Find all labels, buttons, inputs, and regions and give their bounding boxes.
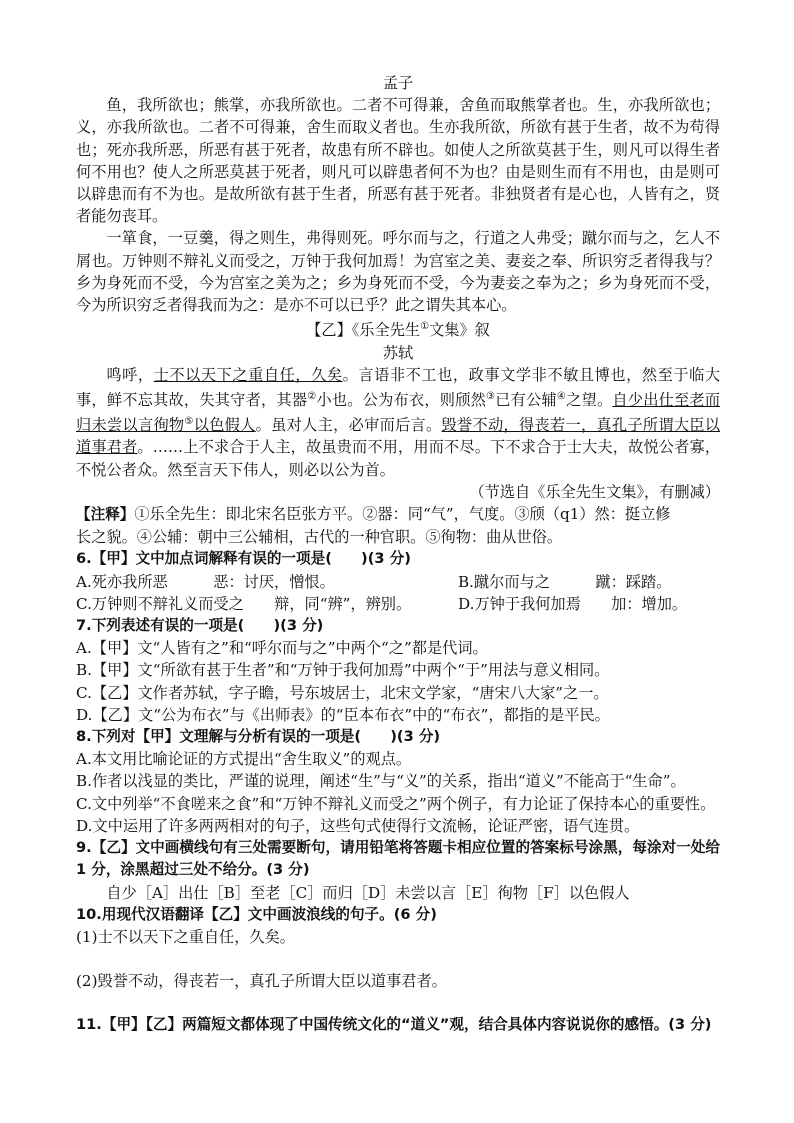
passage-jia-paragraph-1: 鱼，我所欲也；熊掌，亦我所欲也。二者不可得兼，舍鱼而取熊掌者也。生，亦我所欲也；义，亦我所欲也。二者不可得兼，舍生而取义者也。生亦我所欲，所欲有甚于生者，故不为苟得也；死亦我所恶，所恶有甚于死者，故患有所不辟也。如使人之所欲莫甚于生，则凡可以得生者何不用也？使人之所恶莫甚于死者，则凡可以辟患者何不为也？由是则生而有不用也，由是则可以辟患而有不为也。是故所欲有甚于生者，所恶有甚于死者。非独贤者有是心也，人皆有之，贤者能勿丧耳。 xyxy=(76,96,720,226)
option-6c: C.万钟则不辩礼义而受之 辩，同“辨”，辨别。 xyxy=(76,594,412,613)
question-9: 9.【乙】文中画横线句有三处需要断句，请用铅笔将答题卡相应位置的答案标号涂黑，每涂对一处给 1 分，涂黑超过三处不给分。(3 分) xyxy=(76,839,720,879)
passage-yi-paragraph: 鸣呼，士不以天下之重自任，久矣。言语非不工也，政事文学非不敏且博也，然至于临大事，鲜不忘其故，失其守者，其器②小也。公为布衣，则颀然③已有公辅④之望。自少出仕至老而归未尝以言徇物⑤以色假人。虽对人主，必审而后言。毁誉不动，得丧若一，真孔子所谓大臣以道事君者。……上不求合于人主，故虽贵而不用，用而不尽。下不求合于士大夫，故悦公者寡，不悦公者众。然至言天下伟人，则必以公为首。 xyxy=(76,365,721,479)
underlined-sentence-1: 士不以天下之重自任，久矣 xyxy=(153,365,343,384)
question-8: 8.下列对【甲】文理解与分析有误的一项是( )(3 分) xyxy=(76,728,441,746)
notes-line-2: 长之貌。④公辅：朝中三公辅相，古代的一种官职。⑤徇物：曲从世俗。 xyxy=(76,528,562,547)
option-6a: A.死亦我所恶 恶：讨厌，憎恨。 xyxy=(76,572,335,591)
question-11: 11.【甲】【乙】两篇短文都体现了中国传统文化的“道义”观，结合具体内容说说你的感悟。(3 分) xyxy=(76,1016,712,1034)
passage-yi-title: 【乙】《乐全先生①文集》叙 xyxy=(306,321,490,340)
option-7a: A.【甲】文“人皆有之”和“呼尔而与之”中两个“之”都是代词。 xyxy=(76,639,488,658)
question-6-options-row-2 xyxy=(76,593,720,615)
option-7d: D.【乙】文“公为布衣”与《出师表》的“臣本布衣”中的“布衣”，都指的是平民。 xyxy=(76,705,610,724)
question-10-item-2: (2)毁誉不动，得丧若一，真孔子所谓大臣以道事君者。 xyxy=(76,972,447,991)
underlined-sentence-3: 毁誉不动，得丧若一，真孔子所谓大臣以道事君者 xyxy=(76,416,721,457)
option-8a: A.本文用比喻论证的方式提出“舍生取义”的观点。 xyxy=(76,750,412,769)
option-7c: C.【乙】文作者苏轼，字子瞻，号东坡居士，北宋文学家，“唐宋八大家”之一。 xyxy=(76,683,609,702)
question-10-item-1: (1)士不以天下之重自任，久矣。 xyxy=(76,927,295,946)
option-7b: B.【甲】文“所欲有甚于生者”和“万钟于我何加焉”中两个“于”用法与意义相同。 xyxy=(76,661,610,680)
option-6b: B.蹴尔而与之 蹴：踩踏。 xyxy=(458,572,672,591)
exam-page xyxy=(76,72,720,1037)
option-8c: C.文中列举“不食嗟来之食”和“万钟不辩礼义而受之”两个例子，有力论证了保持本心的重要性。 xyxy=(76,794,716,813)
option-8d: D.文中运用了许多两两相对的句子，这些句式使得行文流畅，论证严密，语气连贯。 xyxy=(76,816,640,835)
question-10: 10.用现代汉语翻译【乙】文中画波浪线的句子。(6 分) xyxy=(76,905,437,923)
option-8b: B.作者以浅显的类比，严谨的说理，阐述“生”与“义”的关系，指出“道义”不能高于“生命”。 xyxy=(76,772,686,791)
passage-jia-paragraph-2: 一箪食，一豆羹，得之则生，弗得则死。呼尔而与之，行道之人弗受；蹴尔而与之，乞人不屑也。万钟则不辩礼义而受之，万钟于我何加焉！为宫室之美、妻妾之奉、所识穷乏者得我与？乡为身死而不受，今为宫室之美为之；乡为身死而不受，今为妻妾之奉为之；乡为身死而不受，今为所识穷乏者得我而为之：是亦不可以已乎？此之谓失其本心。 xyxy=(76,229,720,315)
question-7: 7.下列表述有误的一项是( )(3 分) xyxy=(76,617,324,635)
notes-line-1: 【注释】①乐全先生：即北宋名臣张方平。②器：同“气”，气度。③颀（q1）然：挺立修 xyxy=(76,505,671,524)
question-6-options-row-1 xyxy=(76,571,720,593)
option-6d: D.万钟于我何加焉 加：增加。 xyxy=(458,594,688,613)
underlined-sentence-2: 自少出仕至老而归未尝以言徇物⑤以色假人 xyxy=(76,390,721,435)
passage-yi-author: 苏轼 xyxy=(382,343,414,362)
passage-jia-title: 孟子 xyxy=(382,74,414,92)
passage-yi-source: （节选自《乐全先生文集》，有删减） xyxy=(469,482,720,501)
question-6: 6.【甲】文中加点词解释有误的一项是( )(3 分) xyxy=(76,550,411,568)
question-9-sentence: 自少［A］出仕［B］至老［C］而归［D］未尝以言［E］徇物［F］以色假人 xyxy=(106,883,630,902)
